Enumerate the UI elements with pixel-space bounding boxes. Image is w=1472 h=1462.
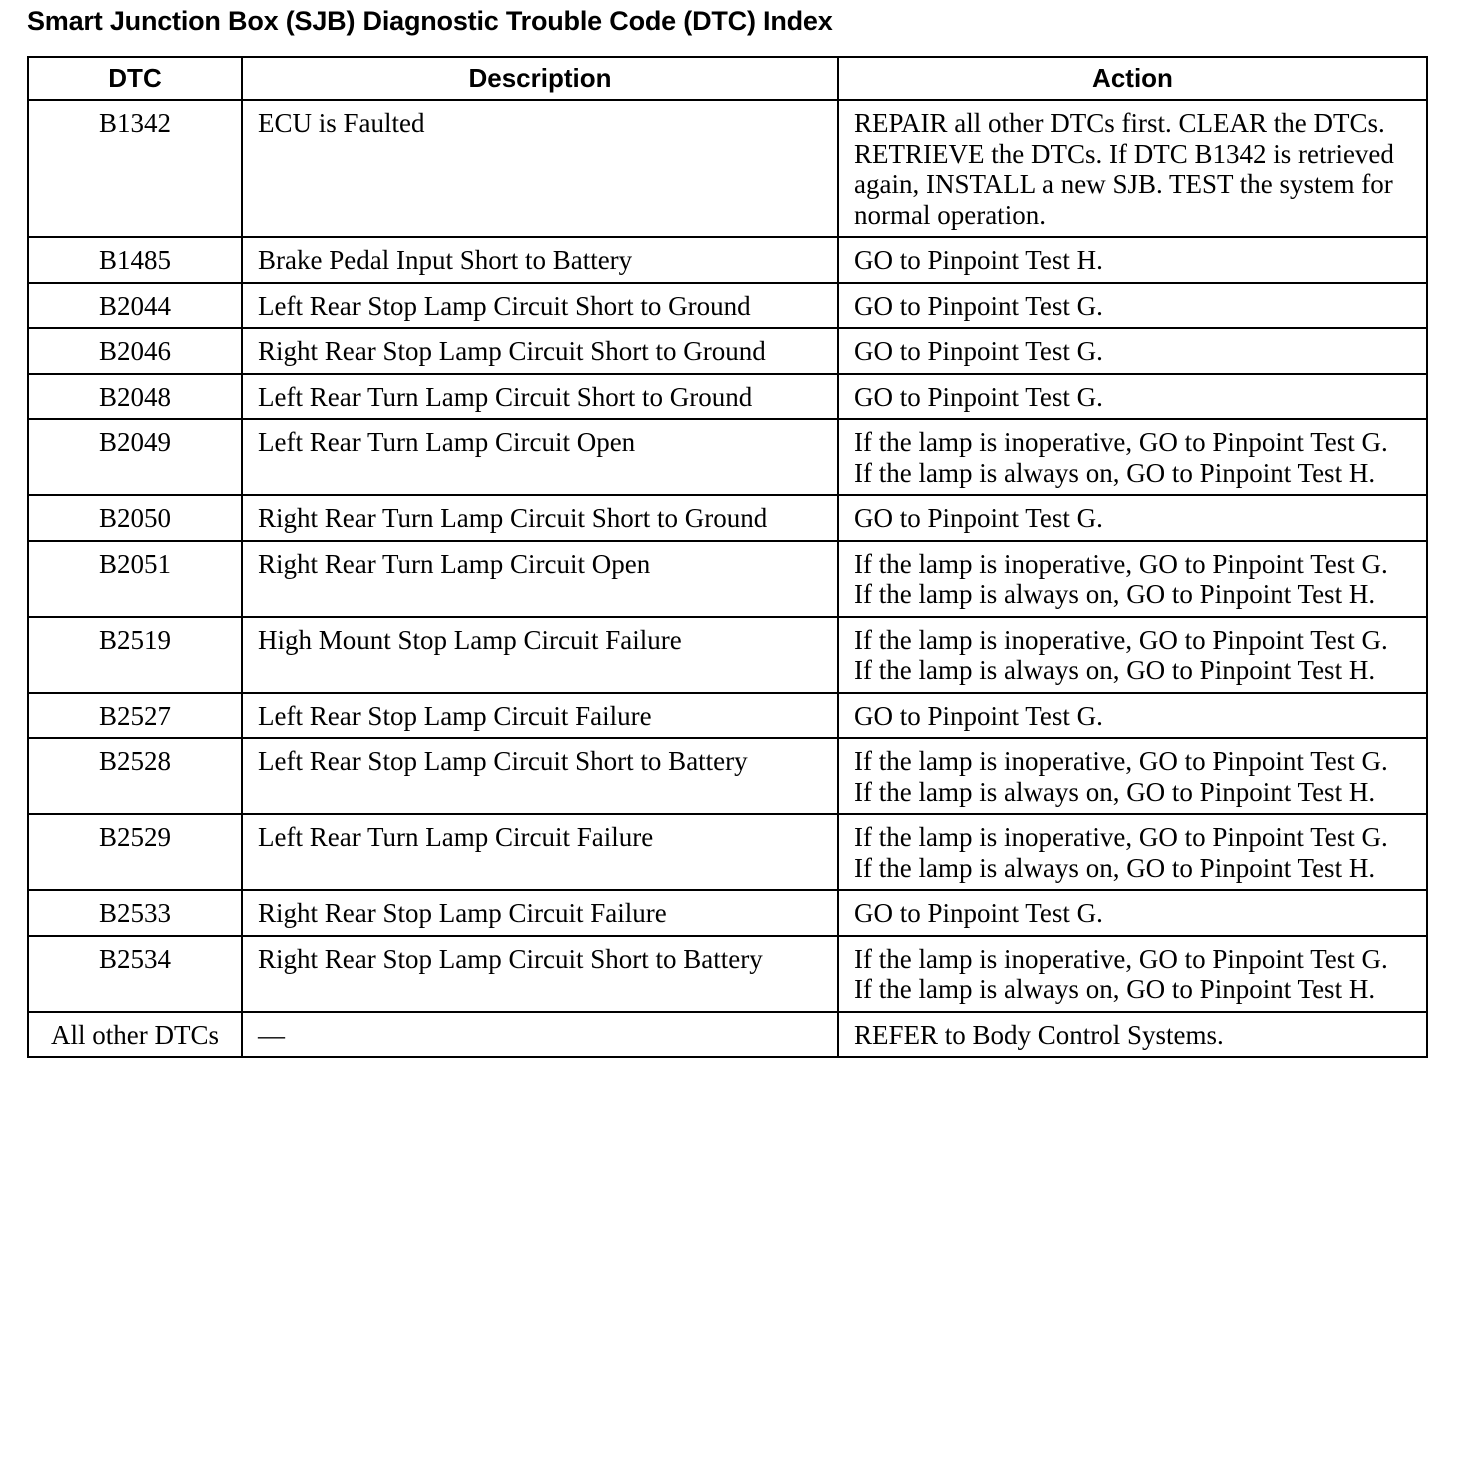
table-row bbox=[28, 283, 1427, 329]
dtc-code-cell: B2050 bbox=[28, 495, 242, 541]
action-line: If the lamp is always on, GO to Pinpoint Test H. bbox=[854, 457, 1376, 488]
action-cell bbox=[838, 936, 1427, 1012]
action-line: If the lamp is inoperative, GO to Pinpoint Test G. bbox=[854, 746, 1388, 776]
description-cell: Left Rear Stop Lamp Circuit Short to Ground bbox=[242, 283, 838, 329]
action-cell bbox=[838, 541, 1427, 617]
table-row bbox=[28, 100, 1427, 237]
column-header-action: Action bbox=[838, 57, 1427, 100]
table-row bbox=[28, 738, 1427, 814]
action-line: GO to Pinpoint Test G. bbox=[854, 503, 1103, 533]
table-row bbox=[28, 1012, 1427, 1058]
action-line: If the lamp is always on, GO to Pinpoint Test H. bbox=[854, 852, 1376, 883]
column-header-dtc: DTC bbox=[28, 57, 242, 100]
action-cell bbox=[838, 374, 1427, 420]
table-row bbox=[28, 237, 1427, 283]
table-row bbox=[28, 693, 1427, 739]
action-cell bbox=[838, 100, 1427, 237]
action-cell bbox=[838, 1012, 1427, 1058]
action-line: If the lamp is inoperative, GO to Pinpoint Test G. bbox=[854, 822, 1388, 852]
action-line: If the lamp is always on, GO to Pinpoint Test H. bbox=[854, 579, 1376, 609]
table-row bbox=[28, 328, 1427, 374]
description-cell: Brake Pedal Input Short to Battery bbox=[242, 237, 838, 283]
action-line: If the lamp is inoperative, GO to Pinpoint Test G. bbox=[854, 624, 1388, 655]
dtc-code-cell: B2528 bbox=[28, 738, 242, 814]
action-cell bbox=[838, 693, 1427, 739]
table-header-row bbox=[28, 57, 1427, 100]
table-row bbox=[28, 814, 1427, 890]
action-cell bbox=[838, 890, 1427, 936]
dtc-code-cell: B2534 bbox=[28, 936, 242, 1012]
description-cell: Right Rear Turn Lamp Circuit Short to Ground bbox=[242, 495, 838, 541]
table-row bbox=[28, 495, 1427, 541]
page-title: Smart Junction Box (SJB) Diagnostic Trouble Code (DTC) Index bbox=[27, 6, 833, 36]
description-cell: Left Rear Stop Lamp Circuit Failure bbox=[242, 693, 838, 739]
table-body bbox=[28, 100, 1427, 1057]
description-cell: Left Rear Turn Lamp Circuit Short to Ground bbox=[242, 374, 838, 420]
table-row bbox=[28, 617, 1427, 693]
dtc-index-table bbox=[27, 56, 1428, 1058]
description-cell: Right Rear Stop Lamp Circuit Short to Ground bbox=[242, 328, 838, 374]
action-line: REFER to Body Control Systems. bbox=[854, 1019, 1224, 1050]
action-line: If the lamp is inoperative, GO to Pinpoint Test G. bbox=[854, 427, 1388, 457]
dtc-code-cell: B1485 bbox=[28, 237, 242, 283]
description-cell: Right Rear Stop Lamp Circuit Short to Battery bbox=[242, 936, 838, 1012]
description-cell: Left Rear Stop Lamp Circuit Short to Battery bbox=[242, 738, 838, 814]
dtc-code-cell: B2044 bbox=[28, 283, 242, 329]
description-cell: — bbox=[242, 1012, 838, 1058]
action-cell bbox=[838, 419, 1427, 495]
action-cell bbox=[838, 237, 1427, 283]
action-line: GO to Pinpoint Test G. bbox=[854, 336, 1103, 366]
dtc-code-cell: B2051 bbox=[28, 541, 242, 617]
action-cell bbox=[838, 814, 1427, 890]
dtc-code-cell: B2048 bbox=[28, 374, 242, 420]
action-line: If the lamp is inoperative, GO to Pinpoint Test G. bbox=[854, 548, 1388, 579]
action-cell bbox=[838, 283, 1427, 329]
column-header-description: Description bbox=[242, 57, 838, 100]
table-row bbox=[28, 890, 1427, 936]
dtc-code-cell: B2533 bbox=[28, 890, 242, 936]
action-cell bbox=[838, 328, 1427, 374]
action-line: REPAIR all other DTCs first. CLEAR the DTCs. RETRIEVE the DTCs. If DTC B1342 is retrieved again, INSTALL a new SJB. TEST the system for normal operation. bbox=[854, 108, 1394, 230]
table-row bbox=[28, 936, 1427, 1012]
table-row bbox=[28, 374, 1427, 420]
action-line: GO to Pinpoint Test H. bbox=[854, 245, 1103, 275]
action-line: If the lamp is always on, GO to Pinpoint Test H. bbox=[854, 974, 1376, 1004]
description-cell: High Mount Stop Lamp Circuit Failure bbox=[242, 617, 838, 693]
description-cell: Left Rear Turn Lamp Circuit Failure bbox=[242, 814, 838, 890]
table-row bbox=[28, 419, 1427, 495]
table-row bbox=[28, 541, 1427, 617]
action-line: GO to Pinpoint Test G. bbox=[854, 381, 1103, 412]
dtc-code-cell: B1342 bbox=[28, 100, 242, 237]
action-line: GO to Pinpoint Test G. bbox=[854, 898, 1103, 928]
dtc-code-cell: B2046 bbox=[28, 328, 242, 374]
description-cell: Left Rear Turn Lamp Circuit Open bbox=[242, 419, 838, 495]
description-cell: Right Rear Turn Lamp Circuit Open bbox=[242, 541, 838, 617]
description-cell: ECU is Faulted bbox=[242, 100, 838, 237]
action-cell bbox=[838, 495, 1427, 541]
action-line: GO to Pinpoint Test G. bbox=[854, 290, 1103, 321]
dtc-code-cell: B2519 bbox=[28, 617, 242, 693]
action-cell bbox=[838, 617, 1427, 693]
action-line: GO to Pinpoint Test G. bbox=[854, 700, 1103, 731]
dtc-code-cell: All other DTCs bbox=[28, 1012, 242, 1058]
action-line: If the lamp is always on, GO to Pinpoint Test H. bbox=[854, 776, 1376, 807]
action-line: If the lamp is inoperative, GO to Pinpoint Test G. bbox=[854, 943, 1388, 974]
dtc-code-cell: B2527 bbox=[28, 693, 242, 739]
action-line: If the lamp is always on, GO to Pinpoint Test H. bbox=[854, 655, 1376, 685]
dtc-code-cell: B2049 bbox=[28, 419, 242, 495]
dtc-code-cell: B2529 bbox=[28, 814, 242, 890]
description-cell: Right Rear Stop Lamp Circuit Failure bbox=[242, 890, 838, 936]
action-cell bbox=[838, 738, 1427, 814]
